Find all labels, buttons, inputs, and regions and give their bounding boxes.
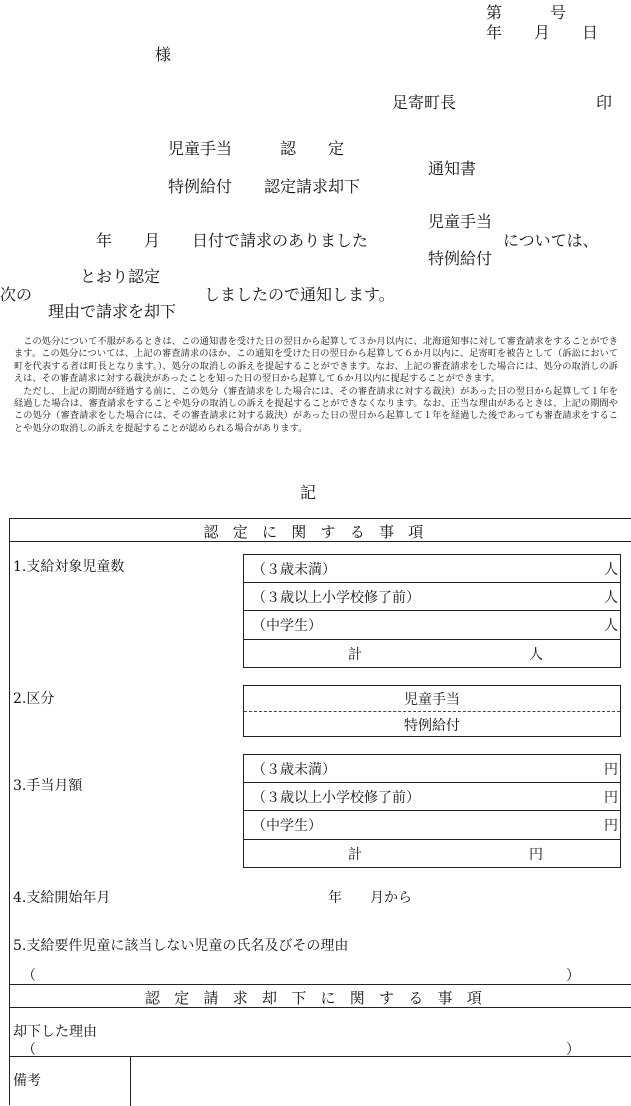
- monthly-amount-row-unit: 円: [604, 762, 618, 778]
- child-count-box: [243, 554, 621, 668]
- title-option-approval: 児童手当 認 定: [168, 139, 345, 158]
- start-month-value: 年 月から: [328, 890, 412, 906]
- divider: [10, 1007, 631, 1008]
- request-date-text: 年 月 日付で請求のありました: [96, 231, 369, 250]
- divider: [244, 639, 620, 640]
- benefit-option-jidou: 児童手当: [428, 212, 493, 231]
- result-option-reject: 理由で請求を却下: [48, 302, 177, 321]
- child-count-row-label: （３歳未満）: [252, 562, 336, 578]
- rejection-reason-label: 却下した理由: [13, 1024, 97, 1040]
- child-count-row-unit: 人: [604, 590, 618, 606]
- divider: [244, 711, 620, 712]
- monthly-amount-row-label: （３歳未満）: [252, 762, 336, 778]
- monthly-amount-total-label: 計: [348, 847, 362, 863]
- item5-close-paren: ）: [566, 968, 580, 984]
- section-header-approval: 認定に関する事項: [203, 523, 438, 541]
- monthly-amount-total-unit: 円: [529, 847, 543, 863]
- category-box: [243, 685, 621, 737]
- child-count-row-unit: 人: [604, 618, 618, 634]
- divider: [244, 610, 620, 611]
- divider: [244, 782, 620, 783]
- item5-label: 5.支給要件児童に該当しない児童の氏名及びその理由: [13, 938, 349, 954]
- category-option-tokurei: 特例給付: [404, 718, 460, 734]
- item5-open-paren: （: [22, 968, 36, 984]
- child-count-total-unit: 人: [529, 647, 543, 663]
- monthly-amount-row-label: （３歳以上小学校修了前）: [252, 790, 420, 806]
- document-number-label: 第 号: [486, 3, 567, 22]
- monthly-amount-row-unit: 円: [604, 818, 618, 834]
- child-count-row-unit: 人: [604, 562, 618, 578]
- about-text: については、: [503, 231, 599, 250]
- issue-date-label: 年 月 日: [486, 23, 599, 42]
- recipient-suffix: 様: [155, 45, 172, 64]
- appeal-notice: [14, 336, 618, 435]
- item1-label: 1.支給対象児童数: [13, 559, 125, 575]
- remarks-field[interactable]: [131, 1057, 631, 1105]
- appeal-notice-para-1: この処分について不服があるときは、この通知書を受けた日の翌日から起算して３か月以内に、北海道知事に対して審査請求をすることができます。この処分については、上記の審査請求のほか、この通知を受けた日の翌日から起算して６か月以内に、足寄町を被告として（訴訟において町を代表する者は町長となります。）、処分の取消しの訴えを提起することができます。なお、上記の審査請求をした場合には、処分の取消しの訴えは、その審査請求に対する裁決があったことを知った日の翌日から起算して６か月以内に提起することができます。: [14, 336, 618, 385]
- monthly-amount-row-label: （中学生）: [252, 818, 322, 834]
- divider: [244, 582, 620, 583]
- divider: [10, 984, 631, 985]
- divider: [244, 810, 620, 811]
- result-option-approve: とおり認定: [80, 267, 161, 286]
- title-option-rejection: 特例給付 認定請求却下: [168, 177, 361, 196]
- divider: [10, 541, 631, 542]
- closing-text: しましたので通知します。: [204, 285, 395, 304]
- monthly-amount-box: [243, 754, 621, 868]
- item3-label: 3.手当月額: [13, 778, 83, 794]
- child-count-total-label: 計: [348, 647, 362, 663]
- seal-mark: 印: [596, 93, 613, 112]
- appeal-notice-para-2: ただし、上記の期間が経過する前に、この処分（審査請求をした場合には、その審査請求に対する裁決）があった日の翌日から起算して１年を経過した場合は、審査請求をすることや処分の取消しの訴えを提起することができなくなります。なお、正当な理由があるときは、上記の期間やこの処分（審査請求をした場合には、その審査請求に対する裁決）があった日の翌日から起算して１年を経過した後であっても審査請求をすることや処分の取消しの訴えを提起することが認められる場合があります。: [14, 385, 618, 434]
- item4-label: 4.支給開始年月: [13, 890, 111, 906]
- child-count-row-label: （中学生）: [252, 618, 322, 634]
- next-text: 次の: [0, 285, 33, 304]
- title-suffix: 通知書: [428, 159, 477, 178]
- main-table: [9, 518, 631, 1105]
- monthly-amount-row-unit: 円: [604, 790, 618, 806]
- category-option-jidou: 児童手当: [404, 692, 460, 708]
- section-header-rejection: 認定請求却下に関する事項: [144, 989, 496, 1007]
- divider: [244, 839, 620, 840]
- rejection-open-paren: （: [22, 1042, 36, 1058]
- remarks-label: 備考: [13, 1073, 41, 1089]
- benefit-option-tokurei: 特例給付: [428, 249, 493, 268]
- child-count-row-label: （３歳以上小学校修了前）: [252, 590, 420, 606]
- rejection-close-paren: ）: [566, 1042, 580, 1058]
- item2-label: 2.区分: [13, 691, 55, 707]
- ki-heading: 記: [300, 483, 317, 502]
- sender-name: 足寄町長: [392, 93, 457, 112]
